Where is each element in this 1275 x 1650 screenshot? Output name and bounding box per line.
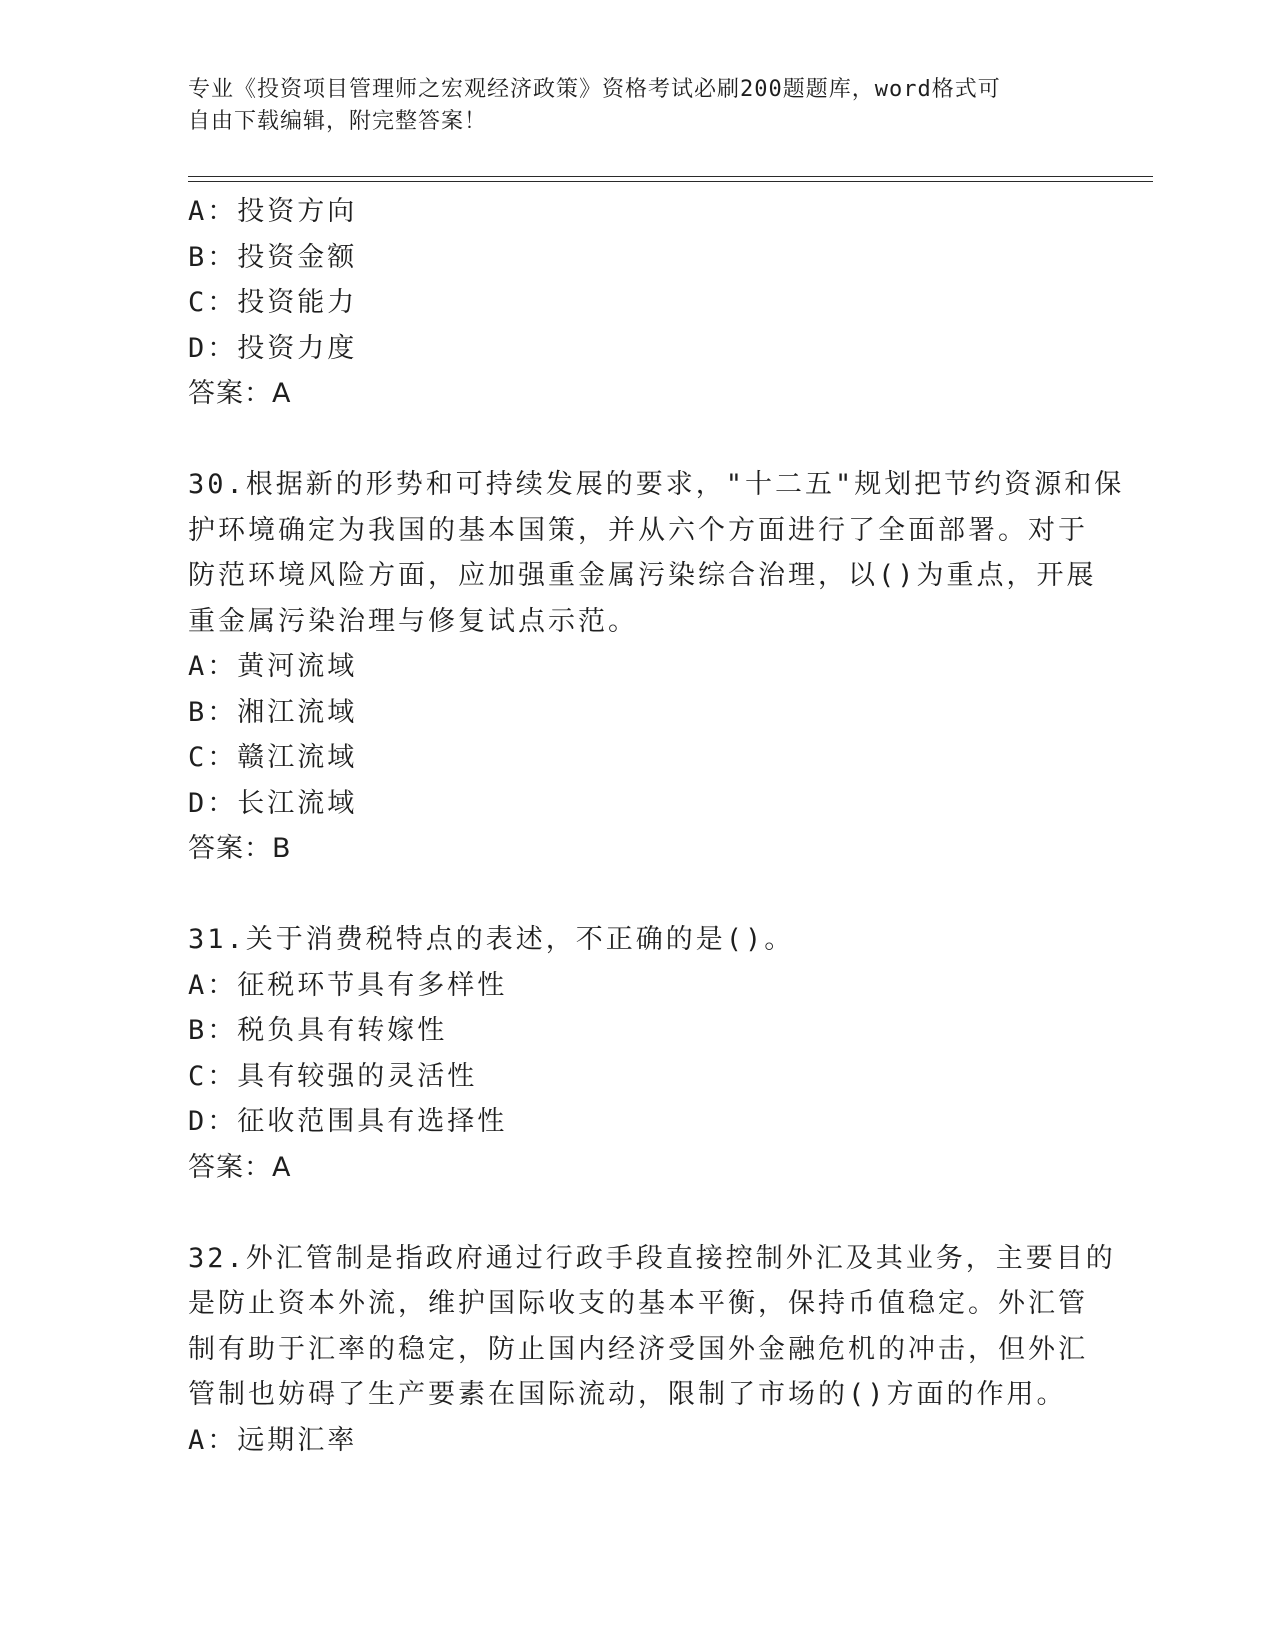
question-list <box>188 189 1125 1463</box>
question-text-line: 护环境确定为我国的基本国策，并从六个方面进行了全面部署。对于 <box>188 514 1088 546</box>
question-text-line: 重金属污染治理与修复试点示范。 <box>188 605 638 637</box>
header-line-2: 自由下载编辑，附完整答案！ <box>188 109 488 134</box>
question-text-line: 制有助于汇率的稳定，防止国内经济受国外金融危机的冲击，但外汇 <box>188 1333 1088 1365</box>
option-a: A：黄河流域 <box>188 651 358 682</box>
option-c: C：具有较强的灵活性 <box>188 1060 478 1092</box>
question-text-line: 防范环境风险方面，应加强重金属污染综合治理，以()为重点，开展 <box>188 560 1097 591</box>
option-c: C：赣江流域 <box>188 742 358 773</box>
answer: 答案：A <box>188 378 292 409</box>
header-line-1: 专业《投资项目管理师之宏观经济政策》资格考试必刷200题题库，word格式可 <box>188 77 1001 102</box>
option-c: C：投资能力 <box>188 287 358 318</box>
question-30 <box>188 462 1125 872</box>
question-text-line: 管制也妨碍了生产要素在国际流动，限制了市场的()方面的作用。 <box>188 1379 1067 1410</box>
option-d: D：长江流域 <box>188 787 358 819</box>
spacer <box>188 1190 1088 1236</box>
option-d: D：投资力度 <box>188 332 358 364</box>
question-31 <box>188 917 1088 1190</box>
spacer <box>188 872 1088 918</box>
option-b: B：湘江流域 <box>188 696 358 728</box>
question-text-line: 是防止资本外流，维护国际收支的基本平衡，保持币值稳定。外汇管 <box>188 1288 1088 1319</box>
option-b: B：税负具有转嫁性 <box>188 1015 448 1046</box>
question-32 <box>188 1236 1116 1464</box>
spacer <box>188 417 1088 463</box>
question-text-line: 32.外汇管制是指政府通过行政手段直接控制外汇及其业务，主要目的 <box>188 1242 1116 1274</box>
option-b: B：投资金额 <box>188 241 358 273</box>
question-29-continued <box>188 189 1088 417</box>
answer: 答案：A <box>188 1151 292 1183</box>
option-a: A：远期汇率 <box>188 1424 358 1456</box>
header-divider-top <box>188 176 1153 177</box>
option-d: D：征收范围具有选择性 <box>188 1106 508 1137</box>
header-divider-bottom <box>188 181 1153 182</box>
option-a: A：征税环节具有多样性 <box>188 969 508 1001</box>
question-text-line: 30.根据新的形势和可持续发展的要求，"十二五"规划把节约资源和保 <box>188 469 1125 500</box>
option-a: A：投资方向 <box>188 196 358 227</box>
document-header <box>188 74 1068 138</box>
question-text-line: 31.关于消费税特点的表述，不正确的是()。 <box>188 924 795 955</box>
answer: 答案：B <box>188 833 292 864</box>
